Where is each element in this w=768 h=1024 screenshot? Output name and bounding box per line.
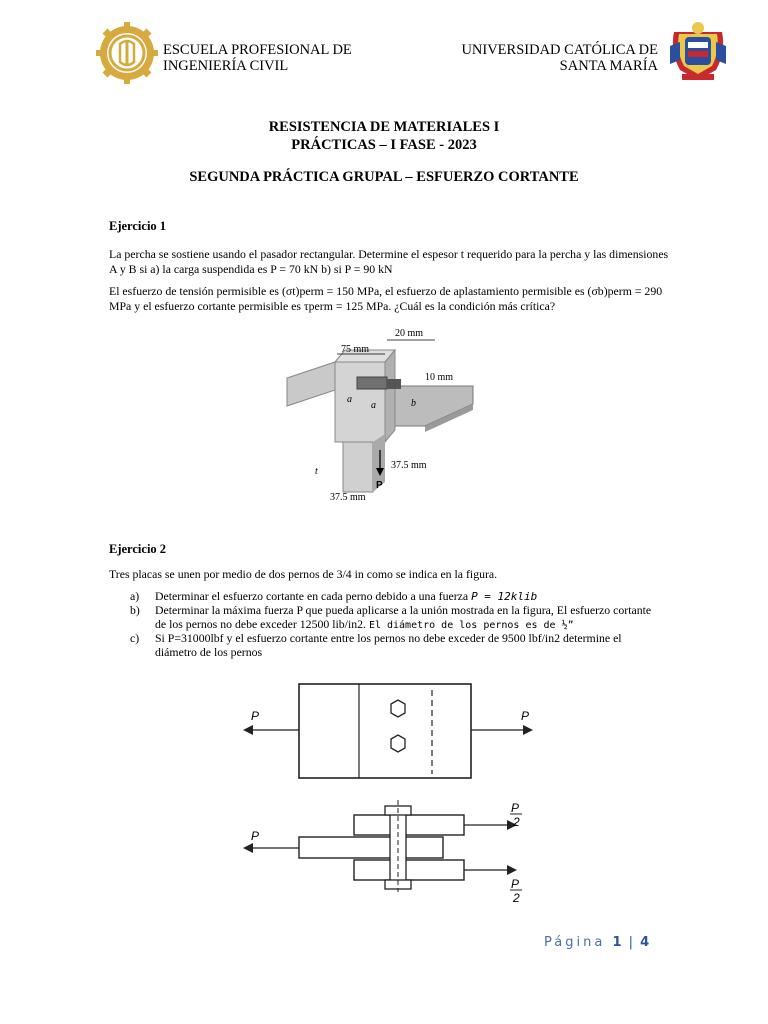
item-c-text-line1: Si P=31000lbf y el esfuerzo cortante entre los pernos no debe exceder de 9500 lbf/in2 determine el — [155, 631, 622, 645]
university-seal — [668, 18, 728, 84]
item-c-text-line2: diámetro de los pernos — [155, 645, 263, 659]
side-view-P-left: P — [251, 829, 260, 843]
header-university-line1: UNIVERSIDAD CATÓLICA DE — [461, 42, 658, 58]
side-view-P2-top-numerator: P — [511, 801, 520, 815]
label-t: t — [315, 466, 318, 477]
dim-37-5mm-a: 37.5 mm — [391, 460, 427, 471]
exercise-1-text-line2: A y B si a) la carga suspendida es P = 70 kN b) si P = 90 kN — [109, 261, 393, 276]
hanger-pin-figure — [285, 322, 485, 512]
item-a-text: Determinar el esfuerzo cortante en cada perno debido a una fuerza — [155, 589, 469, 603]
exercise-2-heading: Ejercicio 2 — [109, 542, 167, 556]
dim-20mm: 20 mm — [395, 328, 424, 339]
top-view-P-right: P — [521, 709, 530, 723]
side-view-P2-top-denominator: 2 — [513, 815, 520, 829]
page-separator: | — [628, 935, 634, 950]
item-b-text-line2: de los pernos no debe exceder 12500 lib/in2. — [155, 617, 366, 631]
item-a-math: P = 12klib — [471, 590, 538, 603]
item-c-marker: c) — [130, 631, 140, 645]
label-a-1: a — [347, 394, 352, 405]
exercise-1-stress-line1: El esfuerzo de tensión permisible es (σt)perm = 150 MPa, el esfuerzo de aplastamiento permisible es (σb)perm = 290 — [109, 284, 663, 298]
course-title: RESISTENCIA DE MATERIALES I — [268, 119, 500, 135]
page-number: 1 — [612, 935, 622, 950]
page-word: Página — [544, 935, 606, 950]
header-school-line1: ESCUELA PROFESIONAL DE — [163, 42, 352, 58]
exercise-2-intro: Tres placas se unen por medio de dos pernos de 3/4 in como se indica en la figura. — [109, 567, 498, 581]
header-university-line2: SANTA MARÍA — [559, 58, 658, 74]
exercise-1-stress-line2: MPa y el esfuerzo cortante permisible es τperm = 125 MPa. ¿Cuál es la condición más crítica? — [109, 298, 556, 313]
dim-37-5mm-b: 37.5 mm — [330, 492, 366, 503]
dim-75mm: 75 mm — [341, 344, 370, 355]
exercise-1-text-line1: La percha se sostiene usando el pasador rectangular. Determine el espesor t requerido para la percha y las dimensiones — [109, 247, 669, 261]
side-view-P2-bottom-denominator: 2 — [513, 891, 520, 905]
bolted-plates-figure — [235, 680, 555, 910]
dim-10mm: 10 mm — [425, 372, 454, 383]
top-view-P-left: P — [251, 709, 260, 723]
label-b: b — [411, 398, 416, 409]
side-view-P2-bottom-numerator: P — [511, 877, 520, 891]
load-P-label: P — [376, 480, 383, 491]
page-total: 4 — [640, 935, 650, 950]
header-school-line2: INGENIERÍA CIVIL — [163, 58, 289, 74]
practice-title: SEGUNDA PRÁCTICA GRUPAL – ESFUERZO CORTANTE — [189, 169, 579, 185]
item-b-text-line1: Determinar la máxima fuerza P que pueda aplicarse a la unión mostrada en la figura, El esfuerzo cortante — [155, 603, 652, 617]
label-a-2: a — [371, 400, 376, 411]
item-b-marker: b) — [130, 603, 140, 617]
item-b-diameter: El diámetro de los pernos es de ½” — [368, 620, 574, 631]
phase-title: PRÁCTICAS – I FASE - 2023 — [291, 137, 477, 153]
item-a-marker: a) — [130, 589, 140, 603]
school-logo — [96, 22, 158, 84]
exercise-1-heading: Ejercicio 1 — [109, 219, 167, 233]
page-footer — [544, 935, 649, 950]
